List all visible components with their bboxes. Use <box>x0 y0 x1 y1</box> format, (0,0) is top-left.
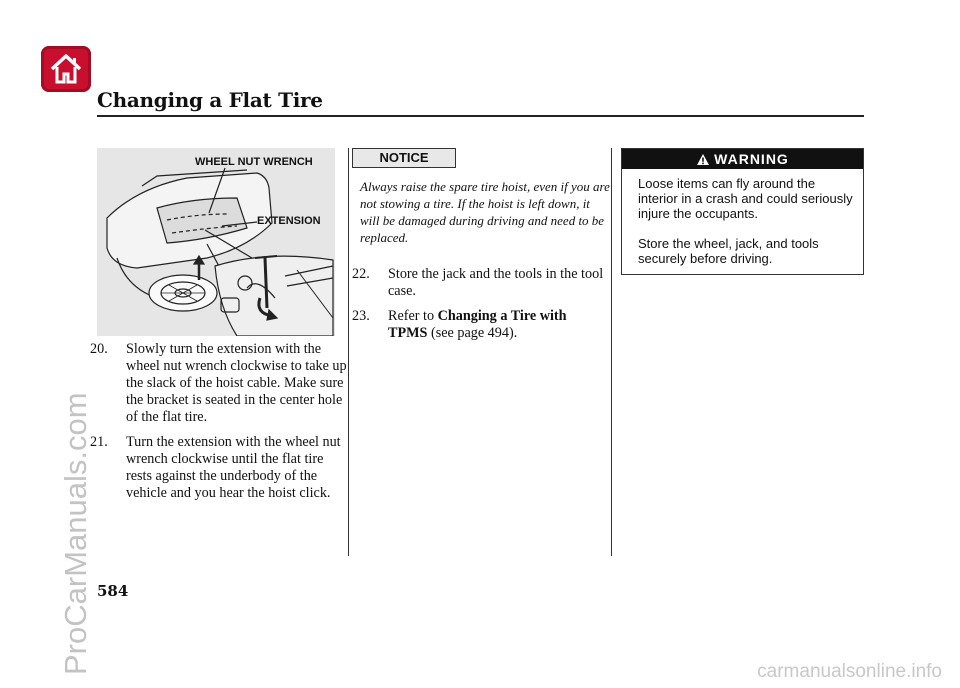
step-21 <box>90 434 348 502</box>
warning-title: WARNING <box>714 151 789 167</box>
column-divider-2 <box>611 148 612 556</box>
warning-header <box>622 149 863 169</box>
step-text-suffix: (see page 494). <box>427 325 518 341</box>
step-number: 23. <box>352 308 370 324</box>
warning-paragraph-2: Store the wheel, jack, and tools securely before driving. <box>638 236 819 266</box>
steps-middle <box>352 266 608 350</box>
home-button[interactable] <box>41 46 91 92</box>
label-extension: EXTENSION <box>257 215 321 227</box>
step-20 <box>90 341 348 426</box>
warning-box <box>621 148 864 275</box>
step-text: Store the jack and the tools in the tool case. <box>388 266 604 299</box>
step-22 <box>352 266 608 300</box>
warning-paragraph-1: Loose items can fly around the interior in a crash and could seriously injure the occupants. <box>638 176 853 221</box>
page-number: 584 <box>97 582 129 600</box>
home-icon <box>48 52 84 86</box>
page-title: Changing a Flat Tire <box>97 88 323 112</box>
step-number: 22. <box>352 266 370 282</box>
warning-triangle-icon <box>696 153 710 166</box>
warning-body <box>622 169 863 266</box>
step-text: Turn the extension with the wheel nut wrench clockwise until the flat tire rests against the underbody of the vehicle and you hear the hoist click. <box>126 434 341 501</box>
label-wheel-nut-wrench: WHEEL NUT WRENCH <box>195 156 313 168</box>
tire-hoist-illustration <box>97 148 335 336</box>
steps-left <box>90 341 348 510</box>
step-number: 20. <box>90 341 108 357</box>
step-number: 21. <box>90 434 108 450</box>
watermark-side: ProCarManuals.com <box>58 392 93 675</box>
cross-reference-link[interactable]: Changing a Tire with TPMS <box>388 308 567 341</box>
step-text: Slowly turn the extension with the wheel nut wrench clockwise to take up the slack of the hoist cable. Make sure the bracket is seated in the center hole of the flat tire. <box>126 341 347 425</box>
illustration-drawing <box>97 148 335 336</box>
column-divider-1 <box>348 148 349 556</box>
step-text-prefix: Refer to <box>388 308 438 324</box>
title-divider <box>97 115 864 117</box>
watermark-bottom: carmanualsonline.info <box>757 661 942 682</box>
step-23 <box>352 308 608 342</box>
notice-text: Always raise the spare tire hoist, even if you are not stowing a tire. If the hoist is left down, it will be damaged during driving and need to be replaced. <box>360 179 610 245</box>
notice-badge: NOTICE <box>352 148 456 168</box>
